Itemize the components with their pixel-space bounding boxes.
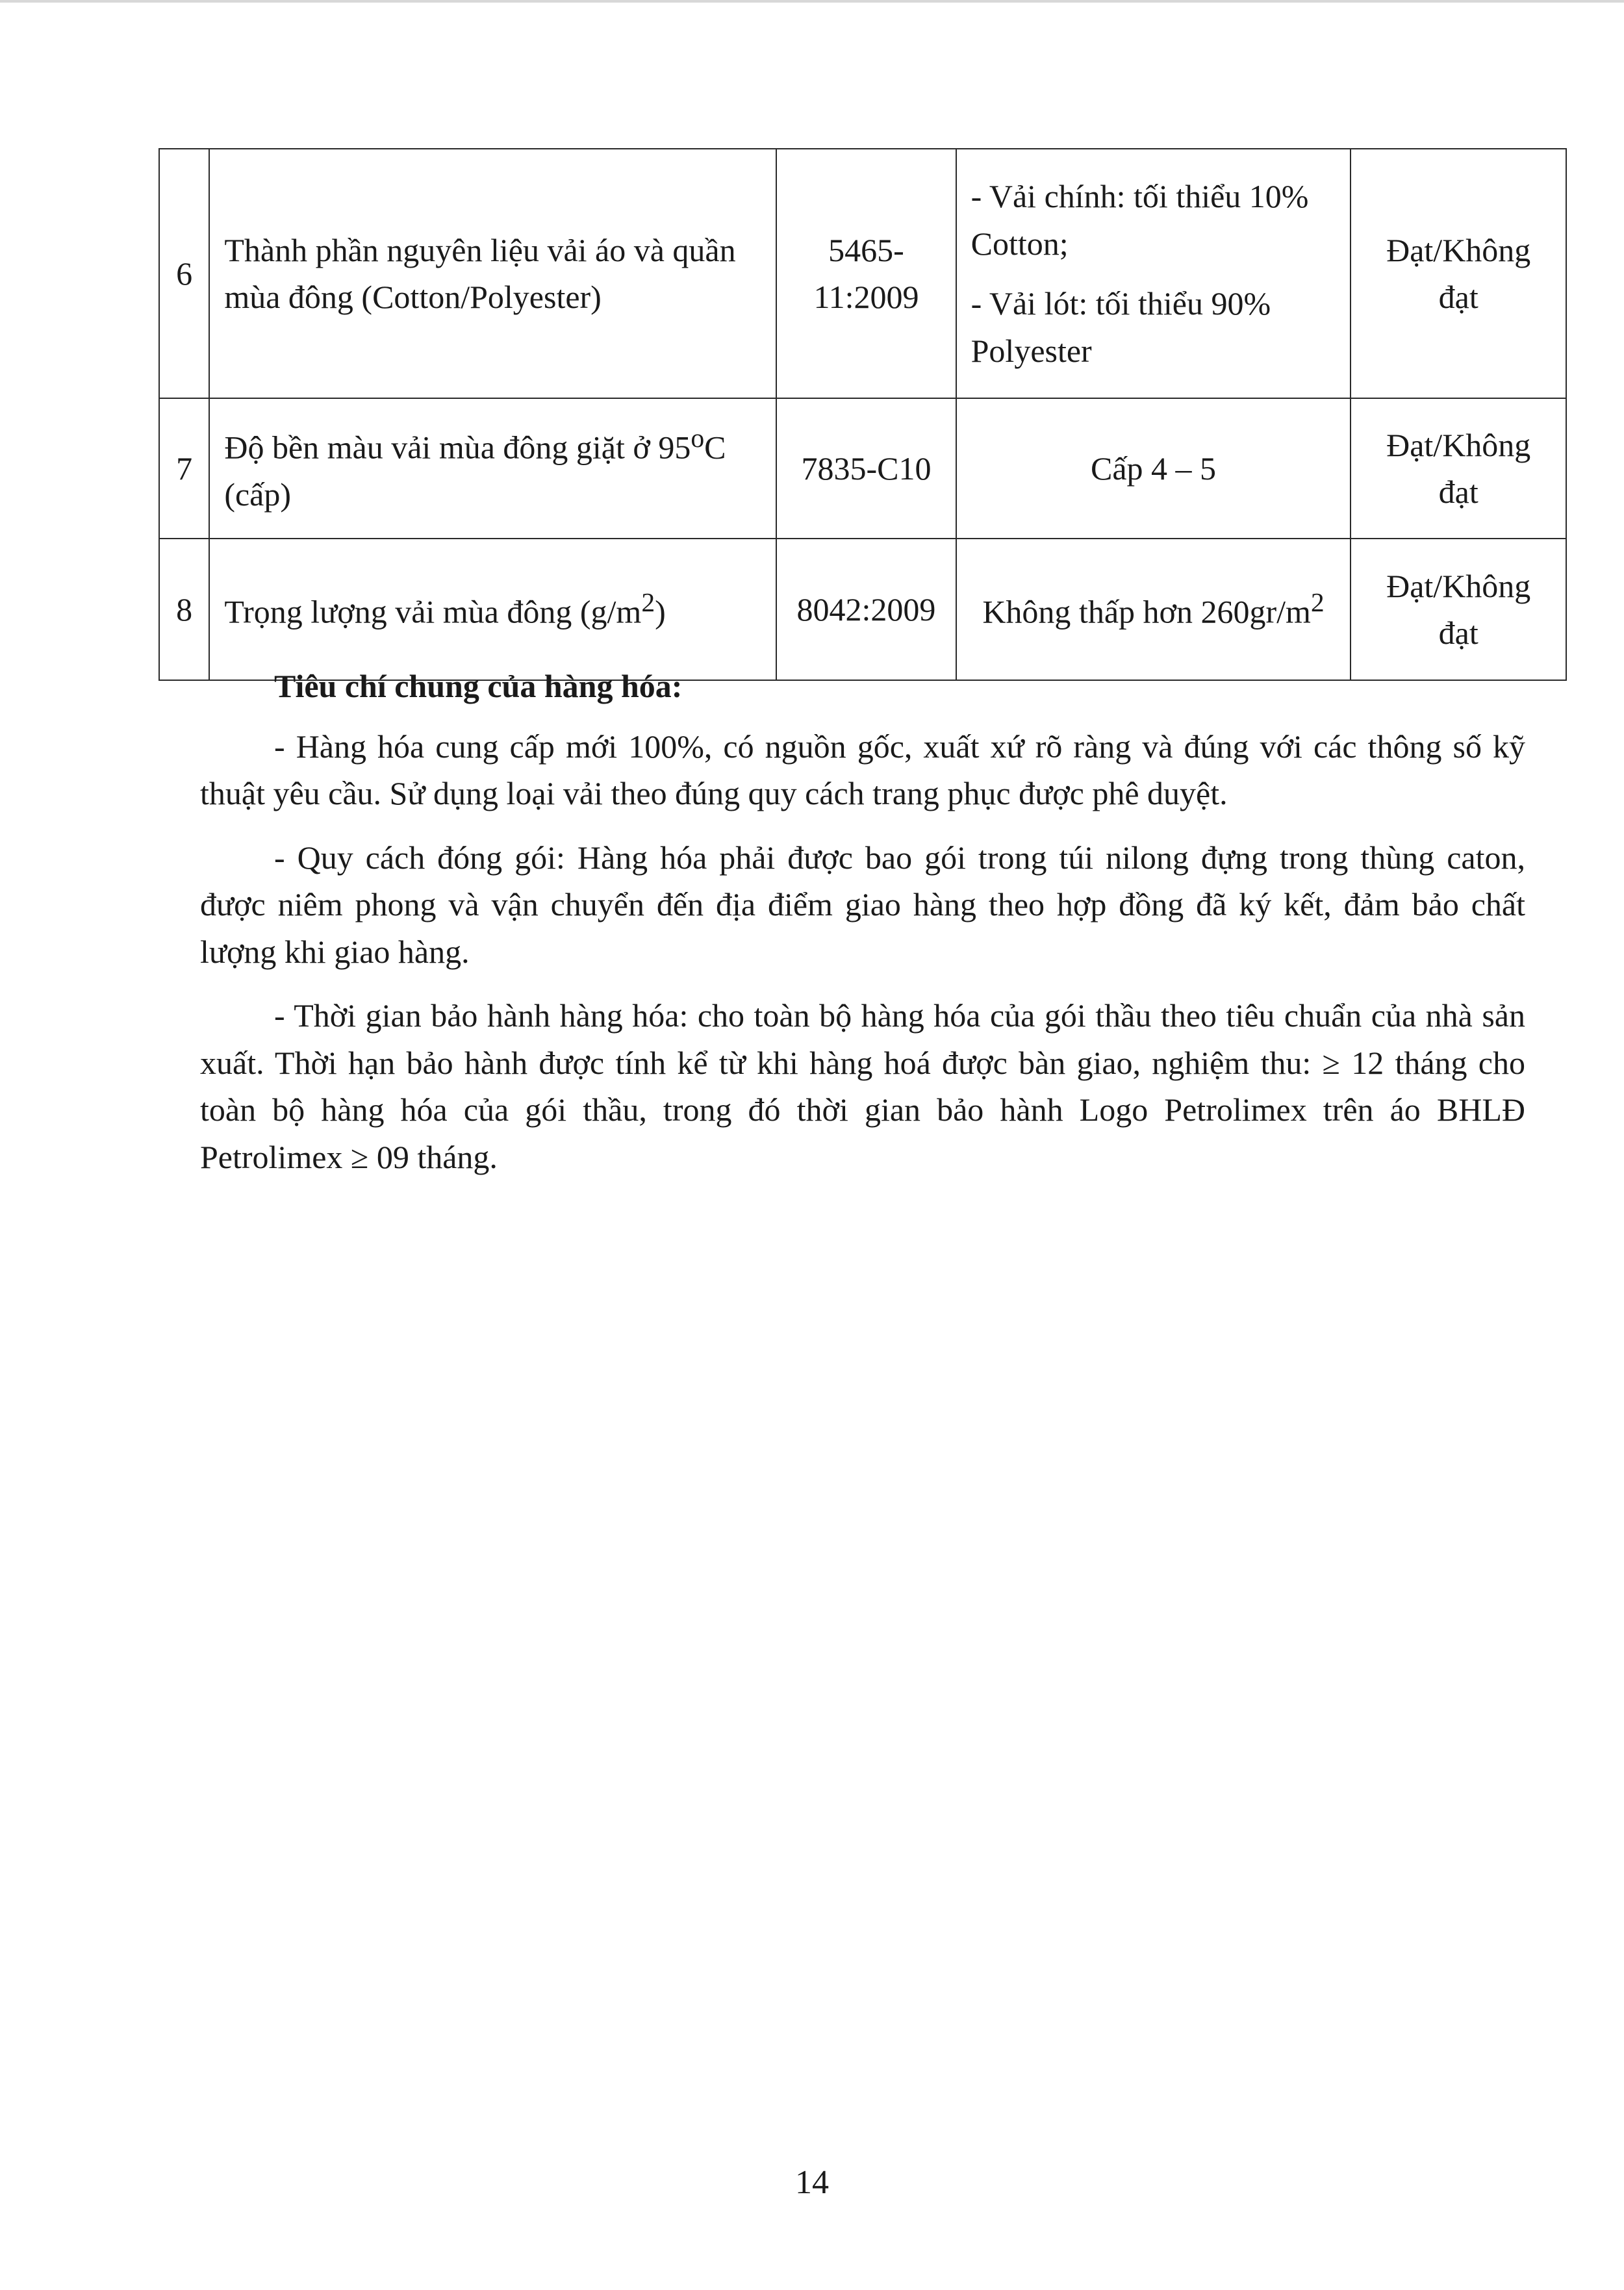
general-criteria-section [200,663,1525,1197]
paragraph: - Hàng hóa cung cấp mới 100%, có nguồn gốc, xuất xứ rõ ràng và đúng với các thông số kỹ thuật yêu cầu. Sử dụng loại vải theo đúng quy cách trang phục được phê duyệt. [200,728,1525,811]
requirement-text: Không thấp hơn 260gr/m [982,593,1311,630]
criterion-name-text: ) [655,593,666,630]
paragraph: - Thời gian bảo hành hàng hóa: cho toàn bộ hàng hóa của gói thầu theo tiêu chuẩn của nhà sản xuất. Thời hạn bảo hành được tính kể từ khi hàng hoá được bàn giao, nghiệm thu: ≥ 12 tháng cho toàn bộ hàng hóa của gói thầu, trong đó thời gian bảo hành Logo Petrolimex trên áo BHLĐ Petrolimex ≥ 09 tháng. [200,997,1525,1175]
criterion-name-text: Trọng lượng vải mùa đông (g/m [224,593,642,630]
table-row [159,398,1566,539]
criterion-name [209,398,776,539]
table-row [159,539,1566,680]
superscript: 2 [1310,587,1325,618]
standard-code: 8042:2009 [776,539,956,680]
scan-edge [0,0,1624,3]
section-title: Tiêu chí chung của hàng hóa: [274,668,683,704]
result: Đạt/Không đạt [1351,398,1566,539]
paragraph: - Quy cách đóng gói: Hàng hóa phải được bao gói trong túi nilong đựng trong thùng caton, được niêm phong và vận chuyển đến địa điểm giao hàng theo hợp đồng đã ký kết, đảm bảo chất lượng khi giao hàng. [200,839,1525,970]
result: Đạt/Không đạt [1351,149,1566,398]
table-row [159,149,1566,398]
criterion-name-text: C (cấp) [224,429,726,513]
requirement-line: - Vải lót: tối thiểu 90% Polyester [971,285,1271,369]
criterion-name-text: Độ bền màu vải mùa đông giặt ở 95 [224,429,691,466]
standard-code: 7835-C10 [776,398,956,539]
spec-table [159,148,1567,681]
criterion-name: Thành phần nguyên liệu vải áo và quần mùa đông (Cotton/Polyester) [209,149,776,398]
row-number: 6 [159,149,209,398]
superscript: o [691,423,705,453]
row-number: 7 [159,398,209,539]
requirement [956,149,1351,398]
requirement [956,539,1351,680]
page-number: 14 [795,2164,829,2201]
result: Đạt/Không đạt [1351,539,1566,680]
row-number: 8 [159,539,209,680]
requirement: Cấp 4 – 5 [956,398,1351,539]
requirement-line: - Vải chính: tối thiểu 10% Cotton; [971,178,1309,262]
standard-code: 5465-11:2009 [776,149,956,398]
superscript: 2 [641,587,655,618]
criterion-name [209,539,776,680]
